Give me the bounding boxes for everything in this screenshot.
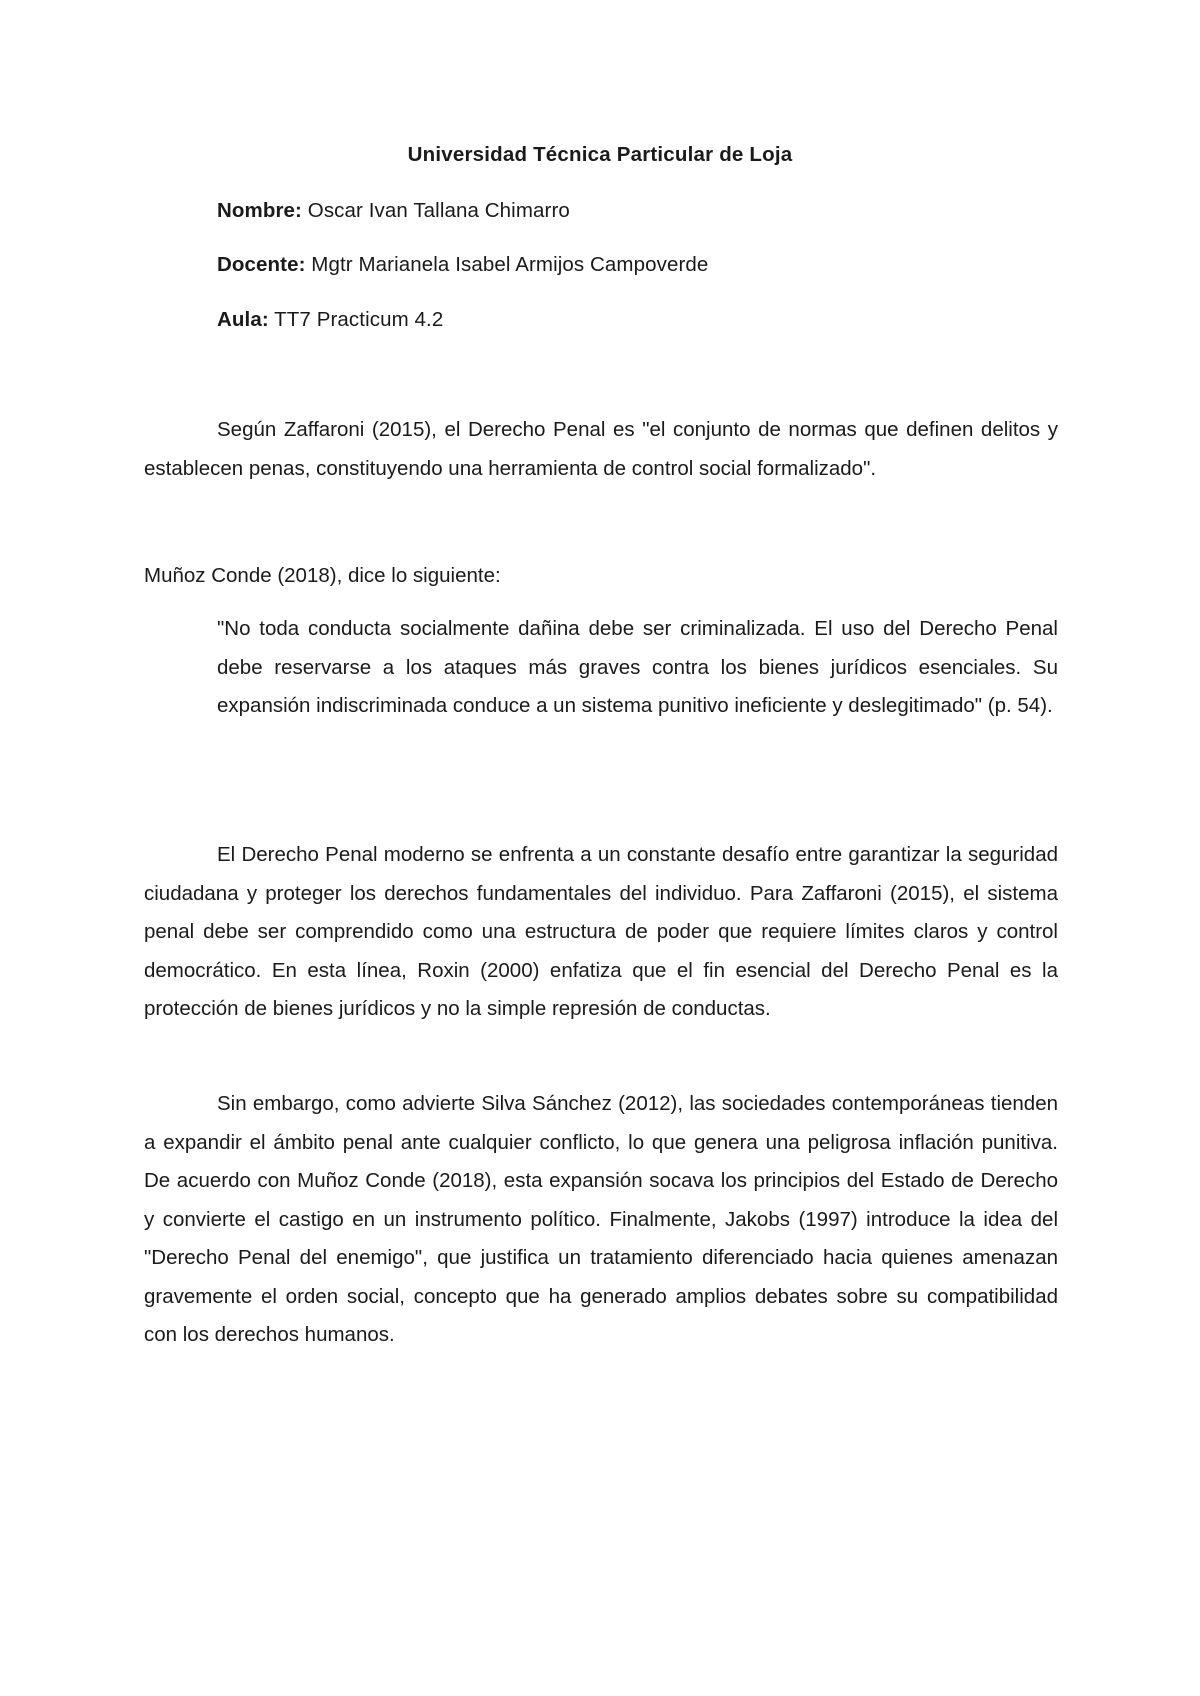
university-title: Universidad Técnica Particular de Loja <box>407 143 793 166</box>
paragraph-derecho-moderno: El Derecho Penal moderno se enfrenta a un constante desafío entre garantizar la seguridad ciudadana y proteger los derechos fundamentales del individuo. Para Zaffaroni (2015), el sistema penal debe ser comprendido como una estructura de poder que requiere límites claros y control democrático. En esta línea, Roxin (2000) enfatiza que el fin esencial del Derecho Penal es la protección de bienes jurídicos y no la simple represión de conductas. <box>144 843 1058 1020</box>
docente-value: Mgtr Marianela Isabel Armijos Campoverde <box>305 253 709 276</box>
nombre-label: Nombre: <box>217 199 302 222</box>
paragraph-sin-embargo: Sin embargo, como advierte Silva Sánchez (2012), las sociedades contemporáneas tienden a expandir el ámbito penal ante cualquier conflicto, lo que genera una peligrosa inflación punitiva. De acuerdo con Muñoz Conde (2018), esta expansión socava los principios del Estado de Derecho y convierte el castigo en un instrumento político. Finalmente, Jakobs (1997) introduce la idea del "Derecho Penal del enemigo", que justifica un tratamiento diferenciado hacia quienes amenazan gravemente el orden social, concepto que ha generado amplios debates sobre su compatibilidad con los derechos humanos. <box>144 1092 1058 1346</box>
aula-value: TT7 Practicum 4.2 <box>268 308 444 331</box>
docente-label: Docente: <box>217 253 306 276</box>
paragraph-zaffaroni-definition: Según Zaffaroni (2015), el Derecho Penal es "el conjunto de normas que definen delitos y establecen penas, constituyendo una herramienta de control social formalizado". <box>144 418 1058 480</box>
nombre-value: Oscar Ivan Tallana Chimarro <box>301 199 570 222</box>
docente-field <box>217 253 708 277</box>
aula-label: Aula: <box>217 308 269 331</box>
block-quote-munoz: "No toda conducta socialmente dañina debe ser criminalizada. El uso del Derecho Penal debe reservarse a los ataques más graves contra los bienes jurídicos esenciales. Su expansión indiscriminada conduce a un sistema punitivo ineficiente y deslegitimado" (p. 54). <box>217 617 1058 717</box>
aula-field <box>217 308 443 332</box>
nombre-field <box>217 199 570 223</box>
paragraph-munoz-intro: Muñoz Conde (2018), dice lo siguiente: <box>144 564 501 587</box>
